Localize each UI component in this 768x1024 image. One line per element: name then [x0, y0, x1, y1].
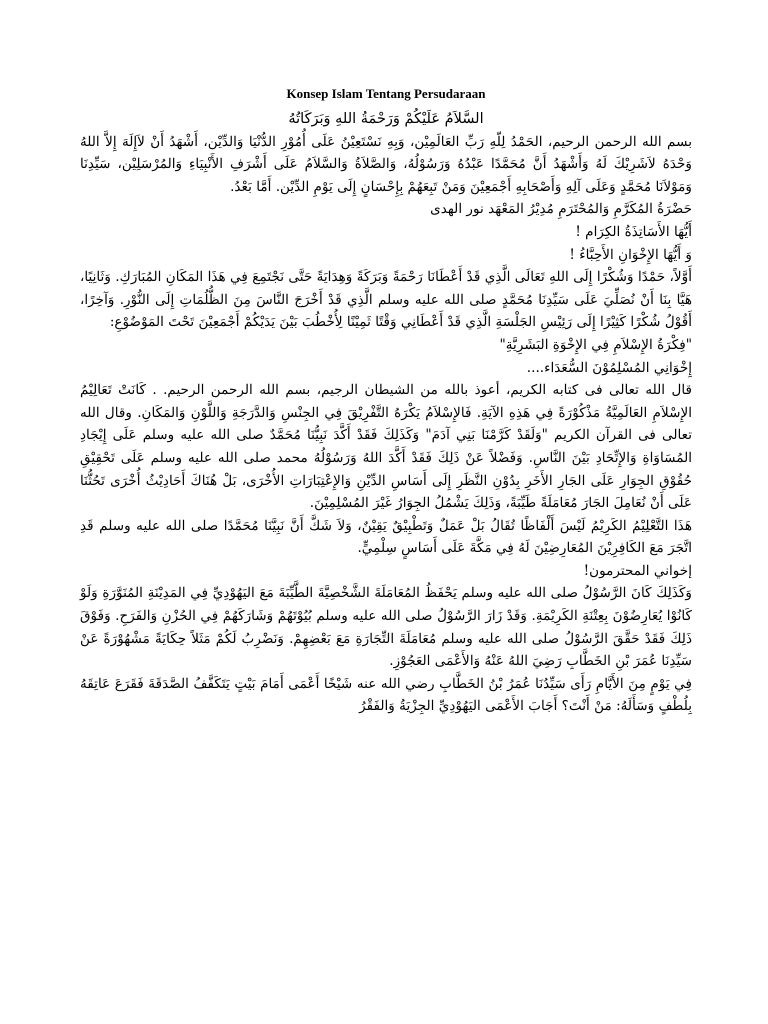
body-paragraph-1: قال الله تعالى فى كتابه الكريم، أعوذ بالله من الشيطان الرجيم، بسم الله الرحمن الرحيم. . كَانَتْ تَعَالِيْمُ الإِسْلاَمِ العَالَمِيَّةُ مَذْكُوْرَةً فِي هَذِهِ الآيَةِ. فَالإِسْلاَمُ يَكْرَهُ التَّفْرِيْقَ فِي الجِنْسِ وَالدَّرَجَةِ وَاللَّوْنِ وَالمَكَانِ. وقال الله تعالى فى القرآن الكريم "وَلَقَدْ كَرَّمْنَا بَنِي آدَمَ" وَكَذَلِكَ فَقَدْ أَكَّدَ نَبِيُّنَا مُحَمَّدٌ صلى الله عليه وسلم عَلَى إِيْجَادِ المُسَاوَاةِ وَالإِتِّحَادِ بَيْنَ النَّاسِ. وَفَضْلاً عَنْ ذَلِكَ فَقَدْ أَكَّدَ اللهُ وَرَسُوْلُهُ محمد صلى الله عليه وسلم عَلَى تَحْقِيْقِ حُقُوْقِ الجِوَارِ عَلَى الجَارِ الأَخَرِ بِدُوْنِ النَّظَرِ إِلَى أَسَاسِ الدِّيْنِ وَالإِعْتِبَارَاتِ الأُخْرَى، بَلْ هُنَاكَ أَحَادِيْثُ أُخْرَى تَحُثُّنَا عَلَى أَنْ نُعَامِلَ الجَارَ مُعَامَلَةً طَيِّبَةً، وَذَلِكَ يَشْمُلُ الجِوَارُ غَيْرَ المُسْلِمِيْنَ.	[80, 382, 692, 512]
body-paragraph-4: فِي يَوْمٍ مِنَ الأَيَّامِ رَأَى سَيِّدُنَا عُمَرُ بْنُ الخَطَّابِ رضي الله عنه شَيْخًا أَعْمَى أَمَامَ بَيْتٍ يَتَكَفَّفُ الصَّدَقَةَ فَقَرَعَ عَاتِقَهُ بِلُطْفٍ وَسَأَلَهُ: مَنْ أَنْتَ؟ أَجَابَ الأَعْمَى اليَهُوْدِيِّ الجِزْيَةُ وَالفَقْرُ	[80, 675, 692, 715]
address-brothers: وَ أَيُّهَا الإِخْوَانِ الأَحِبَّاءُ !	[569, 246, 692, 263]
page-title: Konsep Islam Tentang Persudaraan	[286, 86, 486, 101]
body-paragraph-3: وَكَذَلِكَ كَانَ الرَّسُوْلُ صلى الله عليه وسلم يَحْفَظُ المُعَامَلَةَ الشَّخْصِيَّةَ الطَّيِّبَةَ مَعَ اليَهُوْدِيِّ فِي المَدِيْنَةِ المُنَوَّرَةِ وَلَوْ كَانُوْا يُعَارِضُوْنَ بِعِتْنَةِ الكَرِيْمَةِ. وَقَدْ زَارَ الرَّسُوْلُ صلى الله عليه وسلم بُيُوْتَهُمْ وَشَارَكَهُمْ فِي الحُزْنِ وَالفَرَحِ. وَفَوْقَ ذَلِكَ فَقَدْ حَقَّقَ الرَّسُوْلُ صلى الله عليه وسلم مُعَامَلَةَ التِّجَارَةِ مَعَ بَعْضِهِمْ. وَنَضْرِبُ لَكُمْ مَثَلاً حِكَايَةً مَشْهُوْرَةً عَنْ سَيِّدِنَا عُمَرَ بْنِ الخَطَّابِ رَضِيَ اللهُ عَنْهُ وَالأَعْمَى العَجُوْزِ.	[80, 585, 692, 670]
address-muslims: إِخْوَانِي المُسْلِمُوْنَ السُّعَدَاء....	[526, 359, 692, 376]
address-respected: إخواني المحترمون!	[583, 562, 692, 579]
greeting-salam: السَّلاَمُ عَلَيْكُمْ وَرَحْمَةُ اللهِ وَبَرَكَاتُهُ	[288, 111, 484, 127]
speech-body	[80, 108, 692, 718]
address-director: حَضْرَةُ المُكَرَّمِ وَالمُحْتَرَمِ مُدِيْرُ المَعْهَد نور الهدى	[430, 201, 692, 218]
address-teachers: أَيُّهَا الأَسَاتِذَةُ الكِرَام !	[575, 223, 692, 240]
introduction-paragraph: أَوَّلاً، حَمْدًا وَشُكْرًا إِلَى اللهِ تَعَالَى الَّذِي قَدْ أَعْطَانَا رَحْمَةً وَبَرَكَةً وَهِدَايَةً حَتَّى نَجْتَمِعَ فِي هَذَا المَكَانِ المُبَارَكِ. وَثَانِيًا، هَيَّا بِنَا أَنْ نُصَلِّيَ عَلَى سَيِّدِنَا مُحَمَّدٍ صلى الله عليه وسلم الَّذِي قَدْ أَخْرَجَ النَّاسَ مِنَ الظُّلُمَاتِ إِلَى النُّوْرِ. وَآخِرًا، أَقُوْلُ شُكْرًا كَثِيْرًا إِلَى رَئِيْسِ الجَلْسَةِ الَّذِي قَدْ أَعْطَانِي وَقْتًا ثَمِيْنًا لِأُخْطُبَ بَيْنَ يَدَيْكُمْ أَجْمَعِيْنَ تَحْتَ المَوْضُوْعِ:	[80, 269, 692, 331]
speech-topic: "فِكْرَةُ الإِسْلاَمِ فِي الإِخْوَةِ البَشَرِيَّةِ"	[499, 336, 692, 353]
body-paragraph-2: هَذَا التَّعْلِيْمُ الكَرِيْمُ لَيْسَ أَلْفَاظًا تُقَالُ بَلْ عَمَلٌ وَتَطْبِيْقٌ يَقِيْنٌ، وَلاَ شَكَّ أَنَّ نَبِيَّنَا مُحَمَّدًا صلى الله عليه وسلم قَدِ اتَّجَرَ مَعَ الكَافِرِيْنَ المُعَارِضِيْنَ لَهُ فِي مَكَّةَ عَلَى أَسَاسٍ سِلْمِيٍّ.	[80, 517, 692, 557]
opening-paragraph: بسم الله الرحمن الرحيم، الحَمْدُ لِلّهِ رَبِّ العَالَمِيْن، وَبِهِ نَسْتَعِيْنُ عَلَى أُمُوْرِ الدُّنْيَا وَالدِّيْن، أَشْهَدُ أَنْ لاَإِلَهَ إِلاَّ اللهُ وَحْدَهُ لاَشَرِيْكَ لَهُ وَأَشْهَدُ أَنَّ مُحَمَّدًا عَبْدُهُ وَرَسُوْلُهُ، وَالصَّلاَةُ وَالسَّلاَمُ عَلَى أَشْرَفِ الأَنْبِيَاءِ وَالمُرْسَلِيْن، سَيِّدِنَا وَمَوْلاَنَا مُحَمَّدٍ وَعَلَى آلِهِ وَأَصْحَابِهِ أَجْمَعِيْنَ وَمَنْ تَبِعَهُمْ بِإِحْسَانٍ إِلَى يَوْمِ الدِّيْن. أَمَّا بَعْدُ.	[80, 133, 692, 195]
